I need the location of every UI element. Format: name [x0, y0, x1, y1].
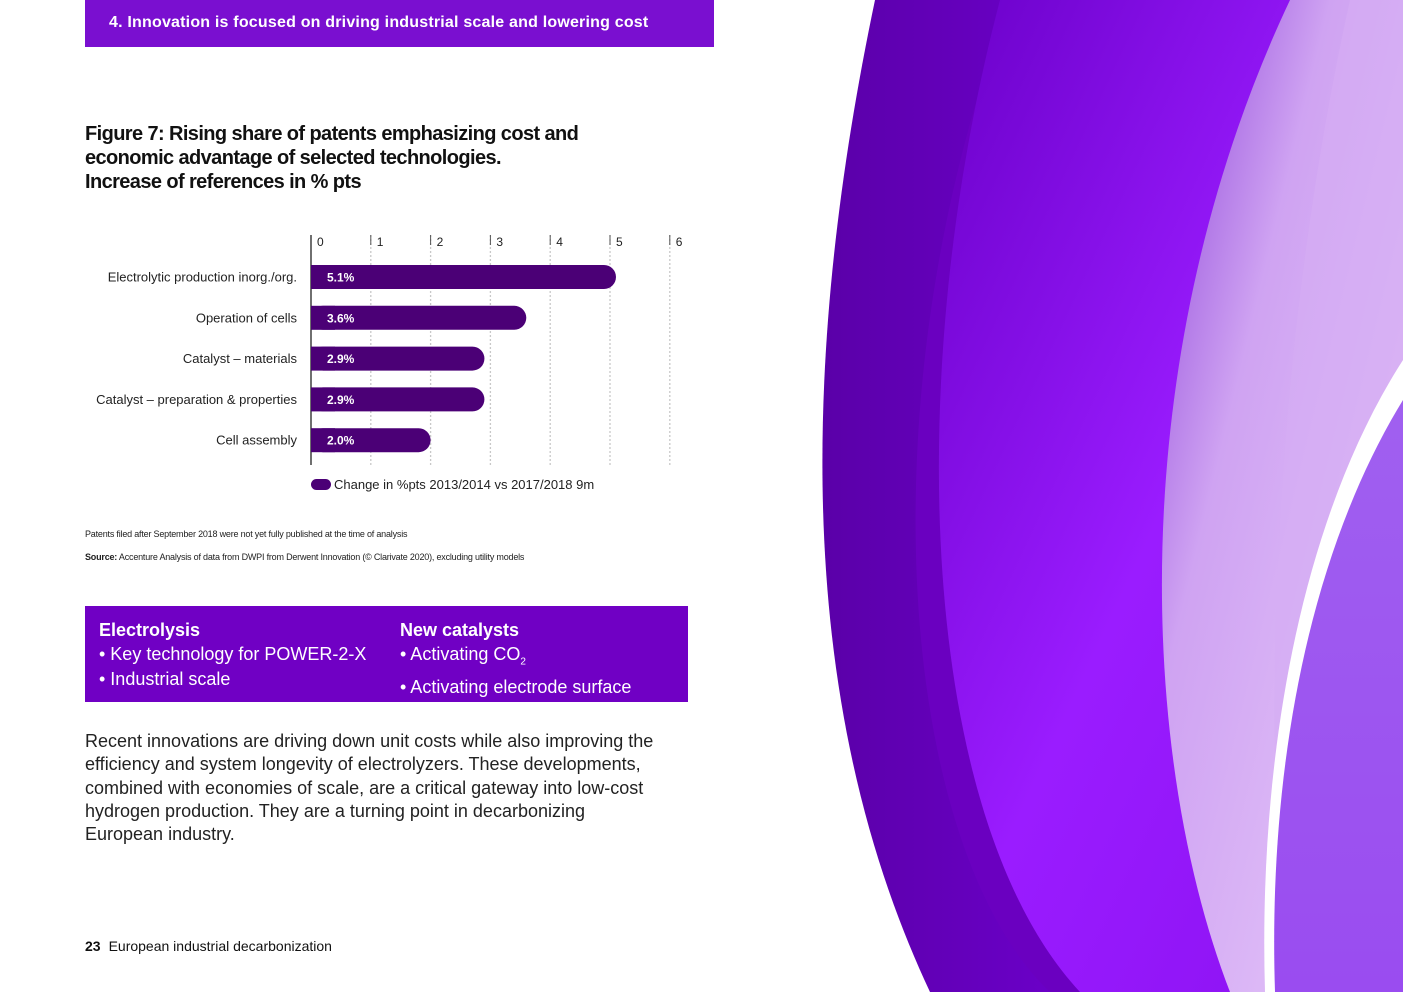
body-line: hydrogen production. They are a turning point in decarbonizing — [85, 800, 586, 821]
highlight-box — [85, 606, 688, 702]
catalysts-item: • Activating electrode surface — [400, 676, 632, 697]
body-paragraph — [85, 730, 695, 846]
axis-tick-label: 1 — [376, 235, 384, 249]
category-label: Electrolytic production inorg./org. — [107, 269, 297, 285]
legend-label: Change in %pts 2013/2014 vs 2017/2018 9m — [334, 477, 595, 492]
patent-share-bar-chart — [0, 0, 720, 500]
category-label: Cell assembly — [216, 432, 297, 448]
axis-tick-label: 4 — [556, 235, 563, 249]
source-text: Accenture Analysis of data from DWPI from Derwent Innovation (© Clarivate 2020), excluding utility models — [117, 552, 525, 562]
catalysts-item-subscript: 2 — [520, 656, 526, 668]
section-title: 4. Innovation is focused on driving industrial scale and lowering cost — [109, 14, 649, 31]
footnote: Patents filed after September 2018 were not yet fully published at the time of analysis — [85, 529, 408, 539]
electrolysis-heading: Electrolysis — [99, 620, 201, 640]
catalysts-item — [400, 642, 631, 675]
figure-title-line-3: Increase of references in % pts — [85, 171, 361, 193]
axis-tick-label: 5 — [616, 235, 623, 249]
data-label: 2.9% — [327, 352, 355, 367]
source-label: Source: — [85, 552, 118, 562]
category-label: Operation of cells — [195, 310, 297, 326]
data-label: 2.9% — [327, 392, 355, 407]
axis-tick-label: 3 — [496, 235, 504, 249]
axis-tick-label: 6 — [675, 235, 683, 249]
body-line: European industry. — [85, 824, 235, 845]
axis-tick-label: 0 — [317, 235, 324, 249]
body-line: efficiency and system longevity of electrolyzers. These developments, — [85, 754, 641, 775]
axis-tick-label: 2 — [436, 235, 444, 249]
catalysts-heading: New catalysts — [400, 620, 520, 640]
electrolysis-item: • Key technology for POWER-2-X — [99, 644, 367, 664]
bar — [311, 265, 616, 289]
catalysts-column — [400, 618, 631, 700]
page-footer — [85, 938, 332, 954]
category-label: Catalyst – preparation & properties — [96, 391, 297, 407]
catalysts-item-text: • Activating CO — [400, 644, 521, 664]
body-line: combined with economies of scale, are a critical gateway into low-cost — [85, 777, 644, 798]
category-label: Catalyst – materials — [182, 351, 297, 367]
body-line: Recent innovations are driving down unit costs while also improving the — [85, 731, 654, 751]
electrolysis-column — [99, 618, 366, 692]
figure-title-line-1: Figure 7: Rising share of patents emphasizing cost and — [85, 123, 579, 145]
data-label: 3.6% — [327, 311, 355, 326]
data-label: 2.0% — [327, 433, 355, 448]
legend-swatch — [311, 479, 331, 490]
data-label: 5.1% — [327, 270, 355, 285]
figure-title-line-2: economic advantage of selected technologies. — [85, 147, 501, 169]
page-number: 23 — [85, 938, 101, 954]
source-note — [85, 552, 524, 562]
electrolysis-item: • Industrial scale — [99, 669, 231, 689]
document-title: European industrial decarbonization — [108, 938, 332, 954]
